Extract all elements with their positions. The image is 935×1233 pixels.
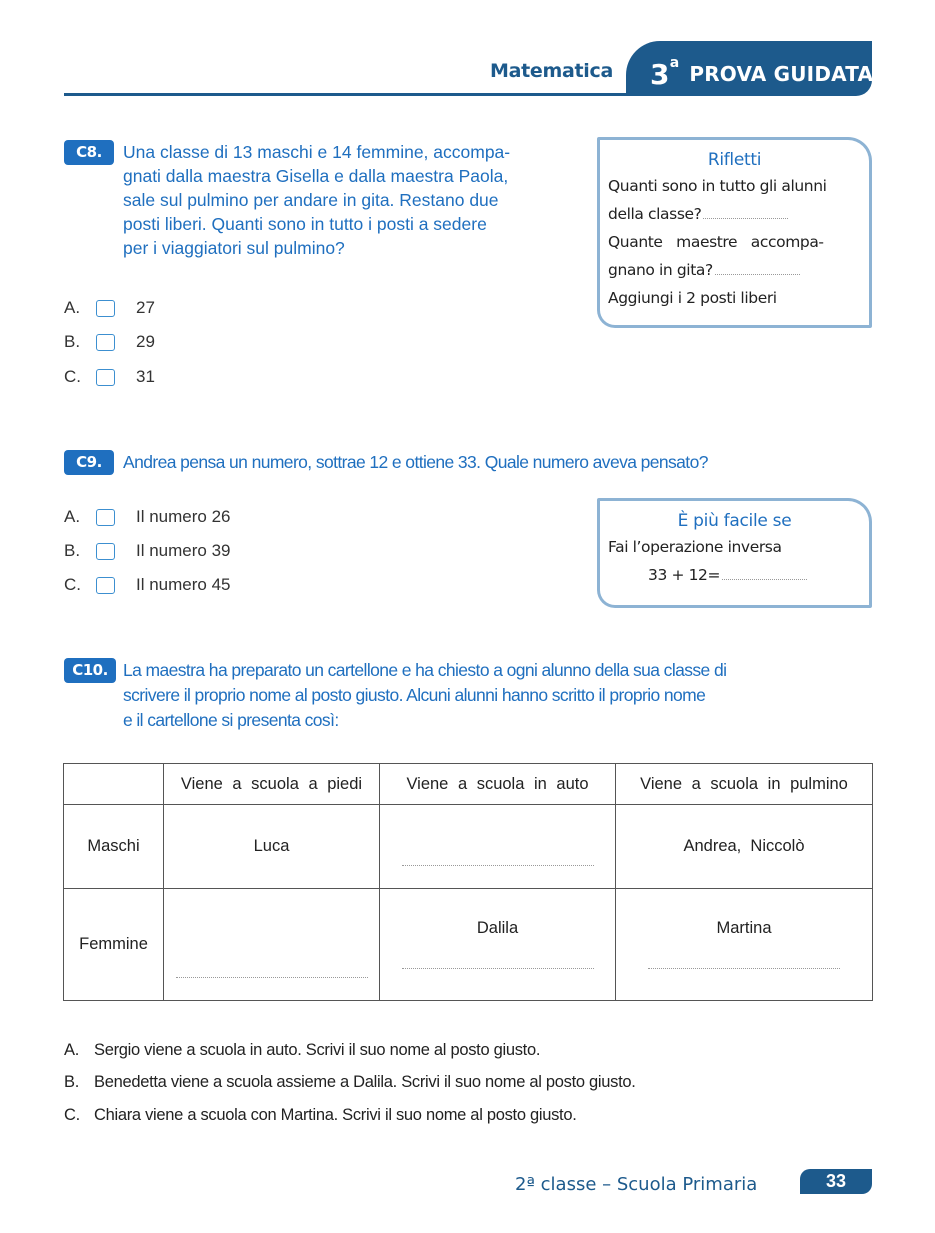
question-text-c8 bbox=[123, 140, 578, 260]
answer-blank[interactable] bbox=[722, 579, 807, 580]
table-row-femmine bbox=[64, 889, 873, 1001]
option-text: 31 bbox=[136, 367, 155, 386]
question-line: Una classe di 13 maschi e 14 femmine, accompa- bbox=[123, 142, 511, 162]
checkbox[interactable] bbox=[96, 369, 115, 386]
option-c8-b[interactable] bbox=[64, 331, 155, 353]
table-cell: Andrea, Niccolò bbox=[616, 805, 873, 889]
table-cell-blank[interactable] bbox=[164, 889, 380, 1001]
table-header-empty bbox=[64, 764, 164, 805]
hint-line-with-blank bbox=[600, 256, 869, 284]
hint-line: Aggiungi i 2 posti liberi bbox=[608, 289, 777, 307]
subquestion-letter: A. bbox=[64, 1041, 79, 1059]
option-letter: A. bbox=[64, 507, 81, 526]
cell-name: Dalila bbox=[476, 919, 519, 937]
question-line: scrivere il proprio nome al posto giusto. Alcuni alunni hanno scritto il proprio nome bbox=[123, 685, 706, 705]
banner-superscript: a bbox=[669, 55, 680, 72]
checkbox[interactable] bbox=[96, 543, 115, 560]
table-header-auto: Viene a scuola in auto bbox=[380, 764, 616, 805]
subquestion-letter: C. bbox=[64, 1106, 80, 1124]
banner-number: 3 bbox=[650, 58, 670, 91]
transport-table bbox=[63, 763, 873, 1001]
table-row-maschi bbox=[64, 805, 873, 889]
table-cell-with-blank[interactable] bbox=[616, 889, 873, 1001]
subquestion-text: Chiara viene a scuola con Martina. Scrivi il suo nome al posto giusto. bbox=[94, 1106, 577, 1124]
option-letter: B. bbox=[64, 541, 81, 560]
subquestion-letter: B. bbox=[64, 1073, 79, 1091]
option-text: 27 bbox=[136, 298, 155, 317]
hint-line: Quante maestre accompa- bbox=[608, 233, 824, 251]
hint-equation bbox=[600, 561, 869, 589]
question-line: per i viaggiatori sul pulmino? bbox=[123, 238, 345, 258]
header-rule bbox=[64, 93, 664, 96]
option-c9-c[interactable] bbox=[64, 574, 231, 596]
row-label: Maschi bbox=[64, 805, 164, 889]
hint-line: Fai l’operazione inversa bbox=[608, 538, 782, 556]
option-letter: C. bbox=[64, 367, 81, 386]
option-text: Il numero 45 bbox=[136, 575, 231, 594]
question-label-c9: C9. bbox=[64, 450, 114, 475]
checkbox[interactable] bbox=[96, 334, 115, 351]
option-c9-b[interactable] bbox=[64, 540, 231, 562]
answer-blank[interactable] bbox=[715, 274, 800, 275]
cell-name: Martina bbox=[716, 919, 772, 937]
question-text-c9: Andrea pensa un numero, sottrae 12 e ottiene 33. Quale numero aveva pensato? bbox=[123, 452, 708, 472]
test-banner bbox=[626, 41, 872, 96]
subquestion-a bbox=[64, 1041, 540, 1060]
answer-blank[interactable] bbox=[648, 968, 840, 969]
hint-title: Rifletti bbox=[707, 150, 762, 170]
option-c8-c[interactable] bbox=[64, 366, 155, 388]
question-line: posti liberi. Quanti sono in tutto i posti a sedere bbox=[123, 214, 487, 234]
table-header-row bbox=[64, 764, 873, 805]
question-line: sale sul pulmino per andare in gita. Restano due bbox=[123, 190, 499, 210]
answer-blank[interactable] bbox=[402, 865, 594, 866]
answer-blank[interactable] bbox=[703, 218, 788, 219]
subquestion-b bbox=[64, 1073, 636, 1092]
option-text: Il numero 26 bbox=[136, 507, 231, 526]
checkbox[interactable] bbox=[96, 300, 115, 317]
answer-blank[interactable] bbox=[176, 977, 368, 978]
question-text-c10 bbox=[123, 658, 883, 733]
table-cell-blank[interactable] bbox=[380, 805, 616, 889]
question-label-c8: C8. bbox=[64, 140, 114, 165]
option-text: 29 bbox=[136, 332, 155, 351]
answer-blank[interactable] bbox=[402, 968, 594, 969]
subject-title: Matematica bbox=[490, 60, 613, 82]
hint-line: Quanti sono in tutto gli alunni bbox=[608, 177, 827, 195]
table-cell: Luca bbox=[164, 805, 380, 889]
option-c9-a[interactable] bbox=[64, 506, 231, 528]
page-number: 33 bbox=[800, 1169, 872, 1194]
equation-text: 33 + 12= bbox=[648, 566, 721, 584]
checkbox[interactable] bbox=[96, 577, 115, 594]
option-letter: C. bbox=[64, 575, 81, 594]
option-text: Il numero 39 bbox=[136, 541, 231, 560]
table-header-piedi: Viene a scuola a piedi bbox=[164, 764, 380, 805]
hint-text: della classe? bbox=[608, 205, 702, 223]
subquestion-text: Sergio viene a scuola in auto. Scrivi il suo nome al posto giusto. bbox=[94, 1041, 541, 1059]
question-label-c10: C10. bbox=[64, 658, 116, 683]
footer-class-label: 2ª classe – Scuola Primaria bbox=[515, 1174, 758, 1195]
question-line: La maestra ha preparato un cartellone e ha chiesto a ogni alunno della sua classe di bbox=[123, 660, 727, 680]
hint-line-with-blank bbox=[600, 200, 869, 228]
question-line: gnati dalla maestra Gisella e dalla maestra Paola, bbox=[123, 166, 509, 186]
row-label: Femmine bbox=[64, 889, 164, 1001]
question-line: e il cartellone si presenta così: bbox=[123, 710, 339, 730]
option-letter: B. bbox=[64, 332, 81, 351]
banner-title: PROVA GUIDATA bbox=[689, 62, 874, 86]
subquestion-text: Benedetta viene a scuola assieme a Dalila. Scrivi il suo nome al posto giusto. bbox=[94, 1073, 636, 1091]
option-letter: A. bbox=[64, 298, 81, 317]
hint-text: gnano in gita? bbox=[608, 261, 713, 279]
option-c8-a[interactable] bbox=[64, 297, 155, 319]
table-cell-with-blank[interactable] bbox=[380, 889, 616, 1001]
hint-box-rifletti bbox=[597, 137, 872, 328]
hint-title: È più facile se bbox=[677, 511, 792, 531]
checkbox[interactable] bbox=[96, 509, 115, 526]
hint-box-piu-facile bbox=[597, 498, 872, 608]
subquestion-c bbox=[64, 1106, 577, 1125]
table-header-pulmino: Viene a scuola in pulmino bbox=[616, 764, 873, 805]
banner-text bbox=[650, 55, 874, 91]
